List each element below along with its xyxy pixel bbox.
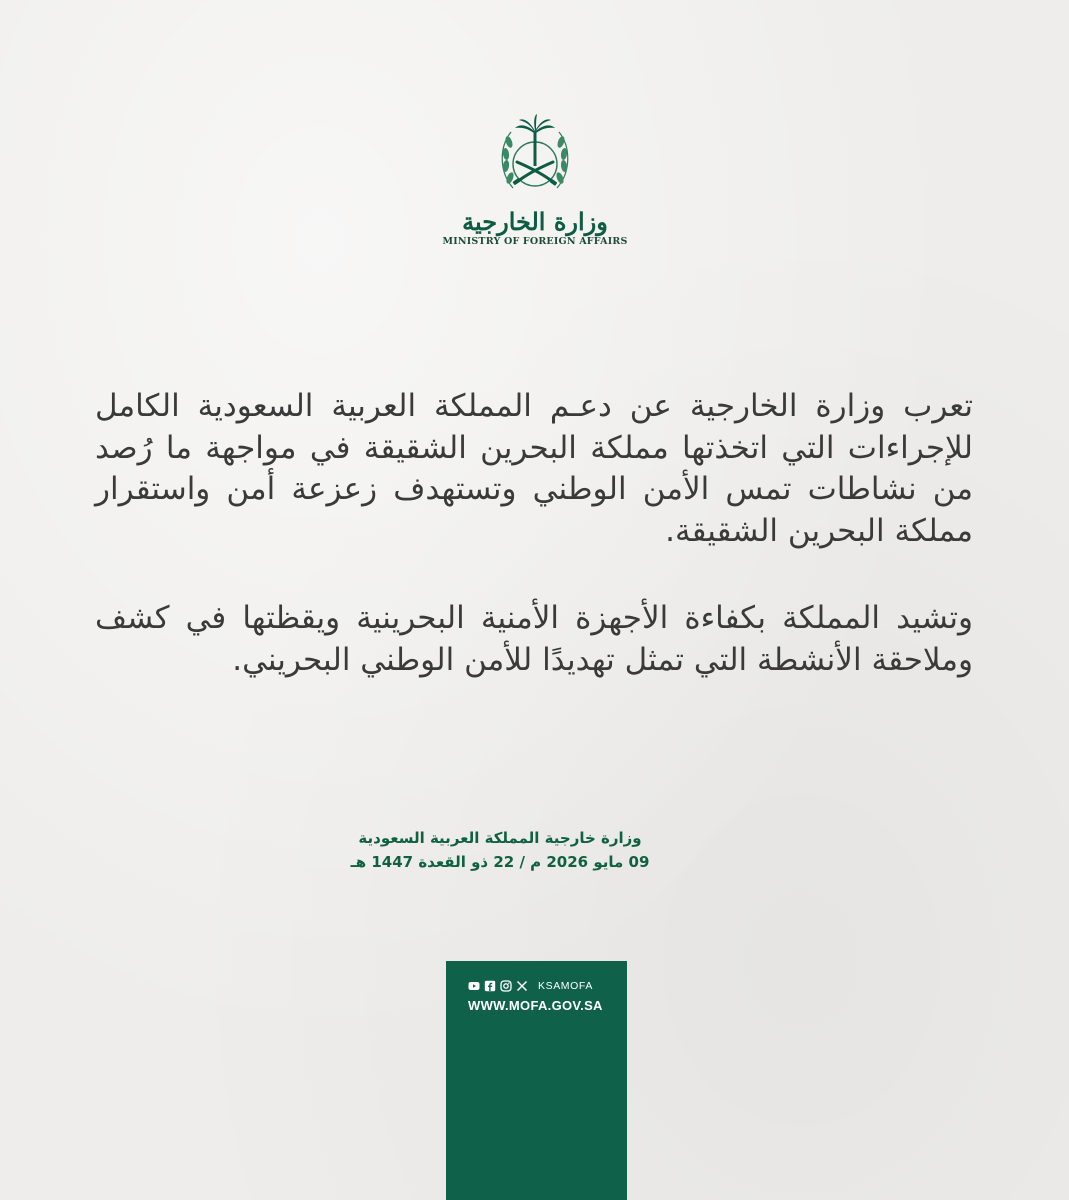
emblem-icon	[489, 112, 581, 204]
issuer-name: وزارة خارجية المملكة العربية السعودية	[358, 829, 642, 847]
signature-block	[300, 826, 700, 874]
statement-paragraph-1: تعرب وزارة الخارجية عن دعـم المملكة العربية السعودية الكامل للإجراءات التي اتخذتها مملكة البحرين الشقيقة في مواجهة ما رُصد من نشاطات تمس الأمن الوطني وتستهدف زعزعة أمن واستقرار مملكة البحرين الشقيقة.	[95, 388, 973, 549]
instagram-icon[interactable]	[500, 980, 512, 992]
facebook-icon[interactable]	[484, 980, 496, 992]
statement-body	[95, 386, 973, 681]
x-icon[interactable]	[516, 980, 528, 992]
issue-date: 09 مايو 2026 م / 22 ذو القعدة 1447 هـ	[350, 853, 650, 871]
social-handle[interactable]: KSAMOFA	[538, 980, 593, 992]
youtube-icon[interactable]	[468, 980, 480, 992]
ministry-logo	[440, 112, 630, 272]
ministry-name-english: MINISTRY OF FOREIGN AFFAIRS	[442, 236, 628, 247]
website-link[interactable]: WWW.MOFA.GOV.SA	[468, 998, 603, 1013]
social-row	[468, 979, 593, 993]
statement-paragraph-2: وتشيد المملكة بكفاءة الأجهزة الأمنية البحرينية ويقظتها في كشف وملاحقة الأنشطة التي تمثل تهديدًا للأمن الوطني البحريني.	[95, 600, 973, 678]
ministry-name-arabic: وزارة الخارجية	[462, 207, 608, 236]
contact-footer	[446, 961, 627, 1200]
